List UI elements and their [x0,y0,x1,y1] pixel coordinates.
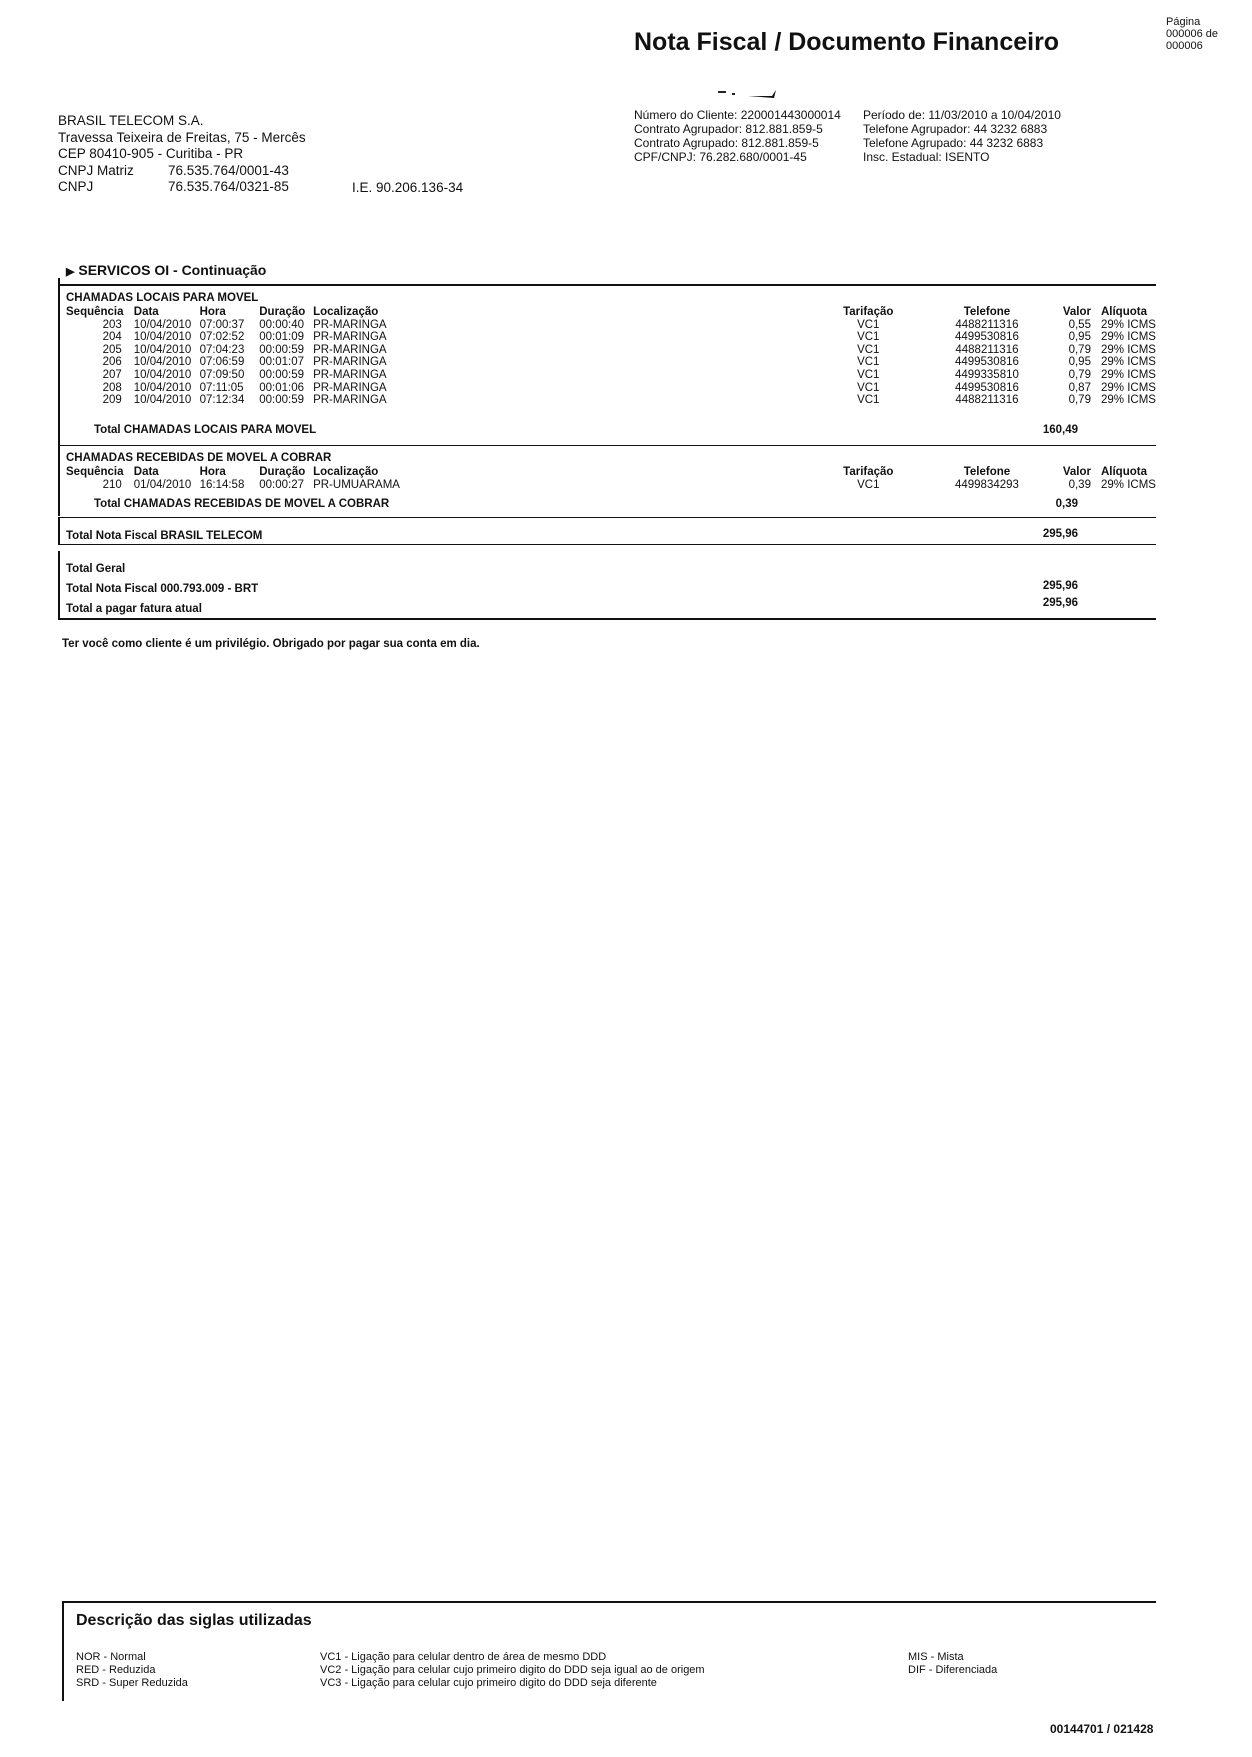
total-recebidas-label: Total CHAMADAS RECEBIDAS DE MOVEL A COBRAR [94,498,390,510]
cell-valor: 0,79 [1068,343,1091,356]
cell-data: 10/04/2010 [133,318,192,331]
col-localizacao: Localização [313,466,379,478]
logo-mark-icon [718,88,778,100]
col-aliquota: Alíquota [1100,466,1147,478]
cell-loc: PR-MARINGA [313,356,387,369]
cell-hora: 07:04:23 [199,343,245,356]
table-chamadas-locais [66,306,1156,407]
col-tarifacao: Tarifação [843,306,894,318]
cell-dur: 00:00:27 [259,478,305,491]
col-data: Data [133,466,159,478]
play-arrow-icon: ▶ [66,266,75,278]
cell-aliq: 29% ICMS [1100,356,1156,369]
col-hora: Hora [199,466,226,478]
section-title: ▶ SERVICOS OI - Continuação [66,262,267,278]
cell-tel: 4499335810 [954,368,1019,381]
cell-dur: 00:00:59 [259,368,305,381]
cell-tel: 4499530816 [954,381,1019,394]
cell-valor: 0,39 [1068,478,1091,491]
billing-period: Período de: 11/03/2010 a 10/04/2010 [863,108,1061,122]
total-geral-title: Total Geral [66,563,126,575]
phone-agrupador: Telefone Agrupador: 44 3232 6883 [863,122,1048,136]
cell-tel: 4499530816 [954,356,1019,369]
cell-tar: VC1 [857,478,880,491]
col-valor: Valor [1062,306,1091,318]
cell-data: 10/04/2010 [133,331,192,344]
cell-tar: VC1 [857,331,880,344]
table-chamadas-recebidas [66,466,1156,491]
cell-hora: 07:09:50 [199,368,245,381]
cell-loc: PR-MARINGA [313,394,387,407]
col-telefone: Telefone [963,306,1011,318]
legend-item: RED - Reduzida [76,1664,156,1676]
table-row [66,344,1156,357]
cell-hora: 07:00:37 [199,318,245,331]
cell-valor: 0,79 [1068,394,1091,407]
col-duracao: Duração [259,466,306,478]
page-title: Nota Fiscal / Documento Financeiro [634,28,1060,56]
col-localizacao: Localização [313,306,379,318]
client-number: Número do Cliente: 220001443000014 [634,108,841,122]
cell-data: 01/04/2010 [133,478,192,491]
cell-aliq: 29% ICMS [1100,318,1156,331]
page-number: Página 000006 de 000006 [1166,16,1218,52]
cell-dur: 00:01:07 [259,356,305,369]
col-aliquota: Alíquota [1100,306,1147,318]
col-hora: Hora [199,306,226,318]
contract-agrupado: Contrato Agrupado: 812.881.859-5 [634,136,819,150]
cell-seq: 203 [102,318,122,331]
client-info-left [634,108,841,164]
cell-tar: VC1 [857,356,880,369]
group-divider [58,445,1156,446]
table-row [66,356,1156,369]
table-row [66,382,1156,395]
total-geral-nf-value: 295,96 [1042,580,1078,592]
company-address: Travessa Teixeira de Freitas, 75 - Mercês [58,129,306,145]
cell-valor: 0,55 [1068,318,1091,331]
table-row [66,319,1156,332]
cell-aliq: 29% ICMS [1100,368,1156,381]
legend-col-2 [320,1651,705,1690]
legend-item: NOR - Normal [76,1651,146,1663]
table-header [66,466,1156,479]
total-recebidas-value: 0,39 [1055,498,1078,510]
legend-item: VC1 - Ligação para celular dentro de área de mesmo DDD [320,1651,607,1663]
cell-dur: 00:01:06 [259,381,305,394]
cell-aliq: 29% ICMS [1100,478,1156,491]
cell-seq: 207 [102,368,122,381]
col-sequencia: Sequência [66,466,124,478]
total-nf-brt-label: Total Nota Fiscal BRASIL TELECOM [66,530,263,542]
table-header [66,306,1156,319]
col-telefone: Telefone [963,466,1011,478]
cell-seq: 209 [102,394,122,407]
cell-valor: 0,79 [1068,368,1091,381]
cell-data: 10/04/2010 [133,381,192,394]
company-name: BRASIL TELECOM S.A. [58,113,204,128]
cell-tar: VC1 [857,343,880,356]
cell-valor: 0,87 [1068,381,1091,394]
col-data: Data [133,306,159,318]
cell-seq: 204 [102,331,122,344]
total-pagar-value: 295,96 [1042,597,1078,609]
legend-item: SRD - Super Reduzida [76,1677,188,1689]
cell-dur: 00:00:40 [259,318,305,331]
cell-seq: 206 [102,356,122,369]
cell-dur: 00:00:59 [259,343,305,356]
cell-tar: VC1 [857,394,880,407]
cnpj-matriz-label: CNPJ Matriz [58,162,134,178]
cell-valor: 0,95 [1068,356,1091,369]
cell-hora: 07:12:34 [199,394,245,407]
nf-divider-bottom [58,544,1156,545]
legend-item: MIS - Mista [908,1651,964,1663]
col-valor: Valor [1062,466,1091,478]
cell-aliq: 29% ICMS [1100,343,1156,356]
inscricao-estadual: I.E. 90.206.136-34 [352,180,464,195]
group-title-locais: CHAMADAS LOCAIS PARA MOVEL [66,292,259,304]
cnpj-value: 76.535.764/0321-85 [168,179,289,194]
cell-loc: PR-MARINGA [313,318,387,331]
cell-loc: PR-MARINGA [313,381,387,394]
cell-hora: 16:14:58 [199,478,245,491]
cell-hora: 07:11:05 [199,381,244,394]
total-pagar-label: Total a pagar fatura atual [66,603,202,615]
table-row [66,394,1156,407]
legend-col-1 [76,1651,188,1690]
client-insc-estadual: Insc. Estadual: ISENTO [863,150,990,164]
cell-seq: 205 [102,343,122,356]
total-geral-rule [58,618,1156,620]
cell-hora: 07:02:52 [199,331,245,344]
cell-aliq: 29% ICMS [1100,331,1156,344]
total-geral-nf-label: Total Nota Fiscal 000.793.009 - BRT [66,583,259,595]
cell-tel: 4488211316 [955,318,1019,331]
cell-seq: 210 [102,478,122,491]
cell-loc: PR-MARINGA [313,343,387,356]
cell-tel: 4499834293 [954,478,1019,491]
cell-tar: VC1 [857,368,880,381]
legend-item: DIF - Diferenciada [908,1664,998,1676]
table-row [66,479,1156,492]
company-info [58,113,306,196]
cell-loc: PR-UMUARAMA [313,478,400,491]
col-duracao: Duração [259,306,306,318]
phone-agrupado: Telefone Agrupado: 44 3232 6883 [863,136,1044,150]
cell-loc: PR-MARINGA [313,368,387,381]
cell-hora: 07:06:59 [199,356,245,369]
cnpj-label: CNPJ [58,179,94,194]
legend-item: VC2 - Ligação para celular cujo primeiro digito do DDD seja igual ao de origem [320,1664,705,1676]
total-locais-value: 160,49 [1042,424,1078,436]
cell-valor: 0,95 [1068,331,1091,344]
cell-tel: 4499530816 [954,331,1019,344]
cell-dur: 00:01:09 [259,331,305,344]
cell-data: 10/04/2010 [133,394,192,407]
client-cpf-cnpj: CPF/CNPJ: 76.282.680/0001-45 [634,150,807,164]
cell-data: 10/04/2010 [133,368,192,381]
company-cep: CEP 80410-905 - Curitiba - PR [58,146,244,161]
table-row [66,331,1156,344]
cell-data: 10/04/2010 [133,343,192,356]
cell-data: 10/04/2010 [133,356,192,369]
cell-tel: 4488211316 [955,343,1019,356]
legend-item: VC3 - Ligação para celular cujo primeiro digito do DDD seja diferente [320,1677,657,1689]
document-code: 00144701 / 021428 [1050,1722,1154,1736]
section-rule-top [58,284,1156,286]
thank-you-message: Ter você como cliente é um privilégio. Obrigado por pagar sua conta em dia. [62,638,480,650]
col-tarifacao: Tarifação [843,466,894,478]
group-title-recebidas: CHAMADAS RECEBIDAS DE MOVEL A COBRAR [66,452,332,464]
cell-aliq: 29% ICMS [1100,381,1156,394]
table-row [66,369,1156,382]
total-nf-brt-value: 295,96 [1042,528,1078,540]
contract-agrupador: Contrato Agrupador: 812.881.859-5 [634,122,823,136]
legend-title: Descrição das siglas utilizadas [76,1612,312,1629]
col-sequencia: Sequência [66,306,124,318]
total-locais-label: Total CHAMADAS LOCAIS PARA MOVEL [94,424,317,436]
client-info-right [863,108,1061,164]
cell-tar: VC1 [857,381,880,394]
cell-seq: 208 [102,381,122,394]
cell-tar: VC1 [857,318,880,331]
cell-aliq: 29% ICMS [1100,394,1156,407]
cell-dur: 00:00:59 [259,394,305,407]
cnpj-matriz-value: 76.535.764/0001-43 [168,162,289,178]
cell-tel: 4488211316 [955,394,1019,407]
legend-col-3 [908,1651,997,1677]
cell-loc: PR-MARINGA [313,331,387,344]
